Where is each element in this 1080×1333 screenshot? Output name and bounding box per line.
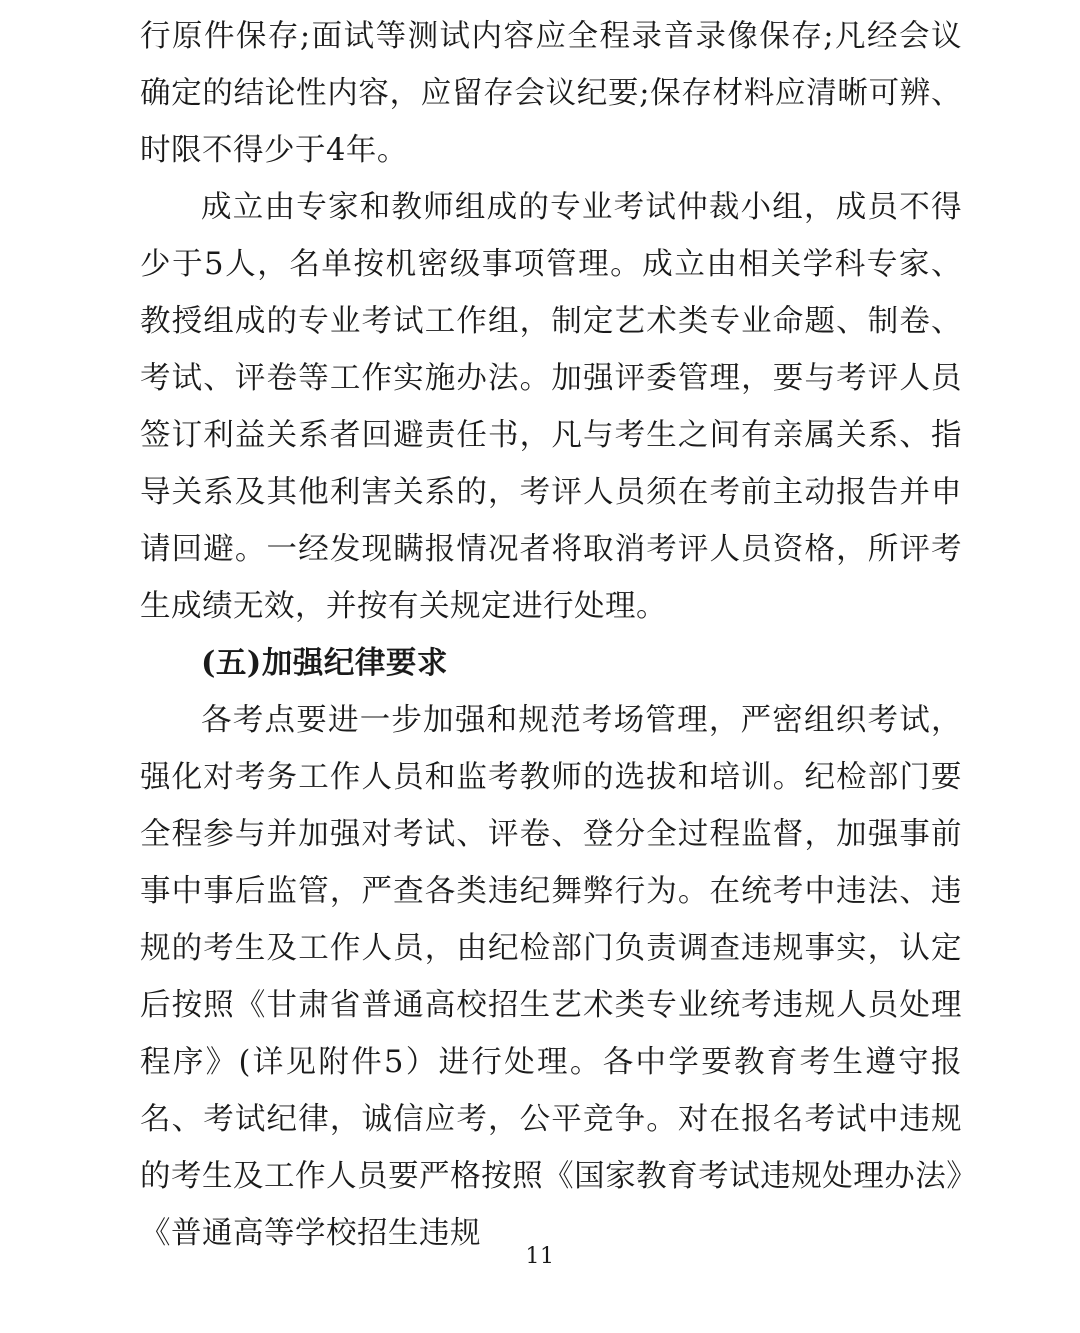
- paragraph-arbitration-group: 成立由专家和教师组成的专业考试仲裁小组，成员不得少于5人，名单按机密级事项管理。成立由相关学科专家、教授组成的专业考试工作组，制定艺术类专业命题、制卷、考试、评卷等工作实施办法。加强评委管理，要与考评人员签订利益关系者回避责任书，凡与考生之间有亲属关系、指导关系及其他利害关系的，考评人员须在考前主动报告并申请回避。一经发现瞒报情况者将取消考评人员资格，所评考生成绩无效，并按有关规定进行处理。: [140, 190, 962, 624]
- page-number: 11: [525, 1244, 555, 1269]
- section-heading-five: (五)加强纪律要求: [201, 645, 448, 681]
- paragraph-discipline-requirements: 各考点要进一步加强和规范考场管理，严密组织考试，强化对考务工作人员和监考教师的选拔和培训。纪检部门要全程参与并加强对考试、评卷、登分全过程监督，加强事前事中事后监管，严查各类违纪舞弊行为。在统考中违法、违规的考生及工作人员，由纪检部门负责调查违规事实，认定后按照《甘肃省普通高校招生艺术类专业统考违规人员处理程序》(详见附件5）进行处理。各中学要教育考生遵守报名、考试纪律，诚信应考，公平竞争。对在报名考试中违规的考生及工作人员要严格按照《国家教育考试违规处理办法》《普通高等学校招生违规: [140, 703, 962, 1251]
- paragraph-continuation: 行原件保存;面试等测试内容应全程录音录像保存;凡经会议确定的结论性内容，应留存会议纪要;保存材料应清晰可辨、时限不得少于4年。: [140, 19, 962, 168]
- document-body: [140, 8, 962, 1262]
